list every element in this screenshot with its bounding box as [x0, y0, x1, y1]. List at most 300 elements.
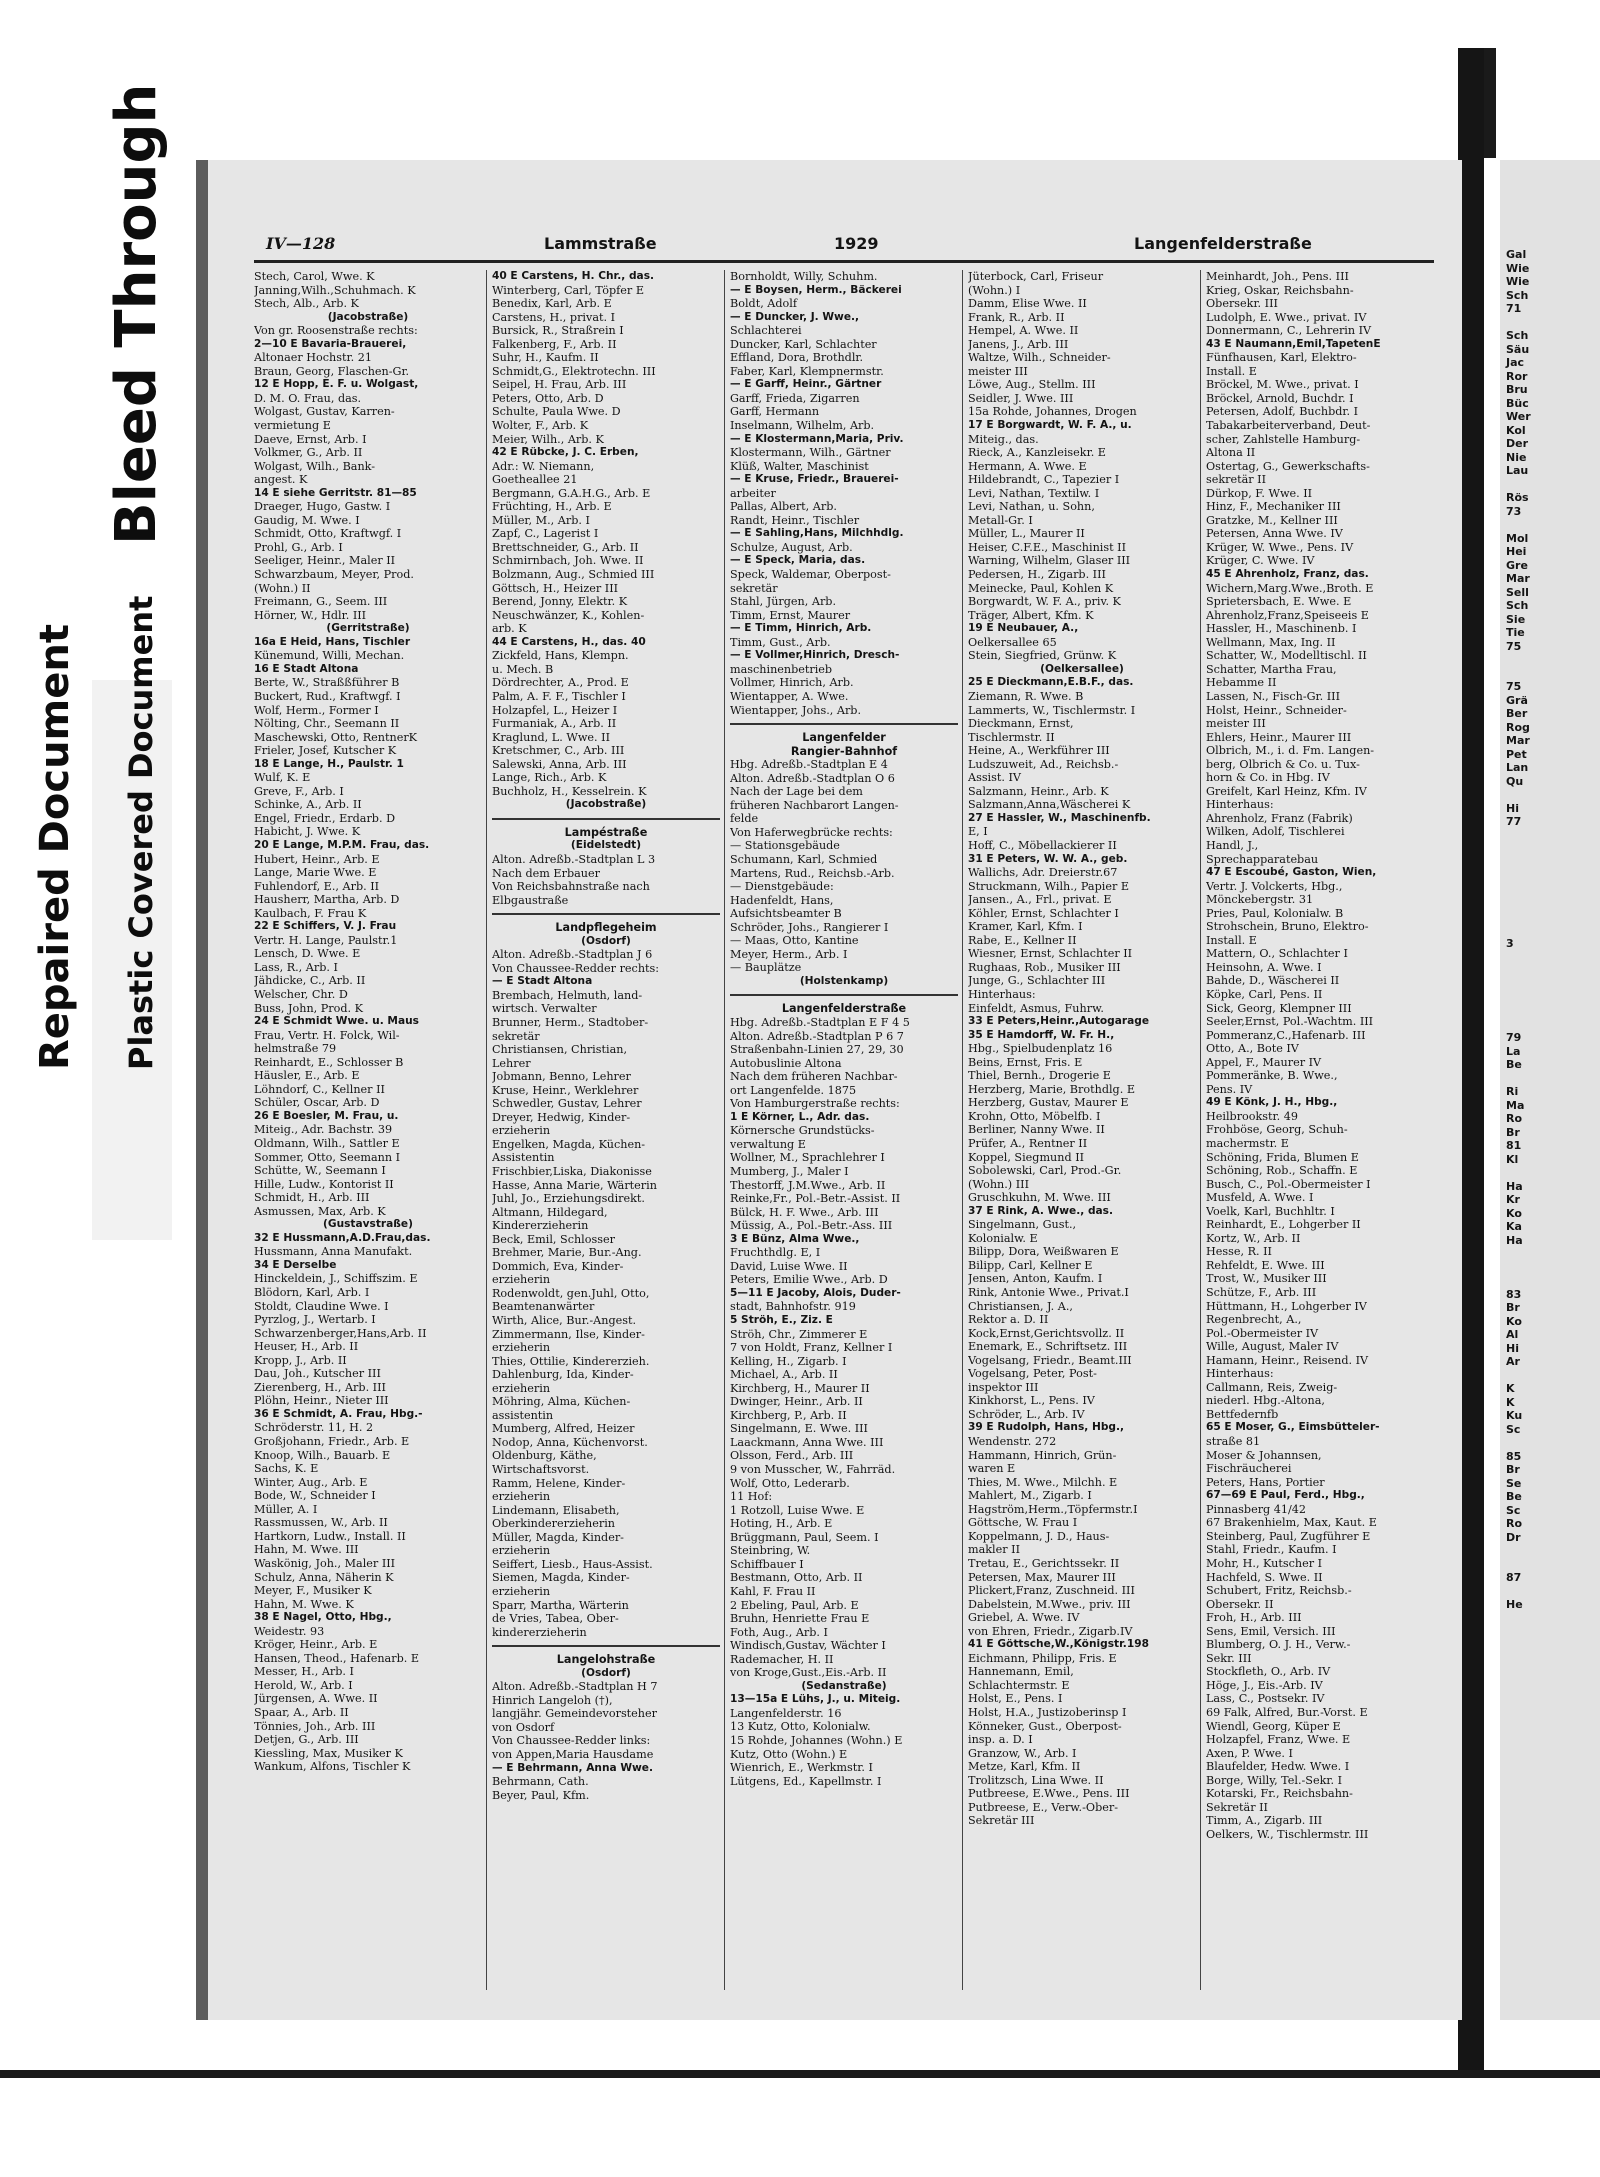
directory-entry: — E Garff, Heinr., Gärtner	[730, 378, 882, 391]
directory-entry: Pommeränke, B. Wwe.,	[1206, 1069, 1338, 1083]
adjacent-page-fragment	[1500, 1436, 1600, 1450]
directory-entry: Welscher, Chr. D	[254, 987, 348, 1001]
section-divider	[730, 994, 958, 1002]
adjacent-page-fragment: Sch	[1506, 329, 1529, 342]
directory-entry: Alton. Adreßb.-Stadtplan J 6	[492, 948, 653, 962]
directory-entry: Prohl, G., Arb. I	[254, 540, 343, 554]
directory-entry: Miteig., das.	[968, 432, 1039, 446]
section-divider	[492, 1645, 720, 1653]
directory-column-4	[968, 270, 1196, 1990]
directory-entry: Kelling, H., Zigarb. I	[730, 1354, 847, 1368]
directory-entry: Wolter, F., Arb. K	[492, 419, 589, 433]
adjacent-page-fragment	[1500, 788, 1600, 802]
directory-entry: Bestmann, Otto, Arb. II	[730, 1571, 863, 1585]
adjacent-page-fragment: Dr	[1506, 1530, 1521, 1544]
directory-entry: Furmaniak, A., Arb. II	[492, 717, 617, 731]
directory-entry: Adr.: W. Niemann,	[492, 459, 595, 473]
directory-entry: Beck, Emil, Schlosser	[492, 1232, 615, 1246]
directory-entry: Thies, Ottilie, Kindererzieh.	[492, 1354, 650, 1368]
directory-entry: Jobmann, Benno, Lehrer	[492, 1070, 631, 1084]
directory-entry: Dwinger, Heinr., Arb. II	[730, 1395, 863, 1409]
directory-entry: Meinhardt, Joh., Pens. III	[1206, 270, 1349, 283]
directory-entry: Schatter, Martha Frau,	[1206, 662, 1337, 676]
directory-entry: Hausherr, Martha, Arb. D	[254, 893, 400, 907]
adjacent-page-fragment: 81	[1506, 1139, 1522, 1152]
adjacent-page-fragment	[1500, 478, 1600, 492]
side-label-panel	[0, 590, 200, 1690]
directory-entry: Peters, Emilie Wwe., Arb. D	[730, 1273, 888, 1287]
directory-entry: 32 E Hussmann,A.D.Frau,das.	[254, 1231, 431, 1244]
directory-entry: — E Kruse, Friedr., Brauerei-	[730, 473, 899, 486]
directory-entry: 35 E Hamdorff, W. Fr. H.,	[968, 1028, 1115, 1041]
adjacent-page-fragment	[1500, 883, 1600, 897]
directory-entry: Beyer, Paul, Kfm.	[492, 1788, 590, 1802]
directory-entry: Sachs, K. E	[254, 1462, 319, 1476]
directory-entry: Hinterhaus:	[1206, 1367, 1274, 1381]
adjacent-page-fragment: Gal	[1506, 248, 1527, 261]
directory-entry: Wollner, M., Sprachlehrer I	[730, 1151, 885, 1165]
directory-entry: Peters, Otto, Arb. D	[492, 391, 604, 405]
directory-entry: (Wohn.) II	[254, 581, 311, 595]
adjacent-page-fragment: Ror	[1506, 369, 1528, 383]
directory-entry: Boldt, Adolf	[730, 297, 797, 311]
directory-entry: Trost, W., Musiker III	[1206, 1272, 1327, 1286]
directory-entry: Jürgensen, A. Wwe. II	[254, 1692, 378, 1706]
scan-frame-bottom	[0, 2070, 1600, 2177]
directory-entry: Von Haferwegbrücke rechts:	[730, 825, 893, 839]
street-heading: Langenfelder	[802, 731, 886, 745]
directory-entry: Müller, L., Maurer II	[968, 527, 1085, 541]
cross-street-marker: (Jacobstraße)	[327, 310, 409, 323]
directory-entry: Garff, Hermann	[730, 405, 820, 419]
adjacent-page-sliver	[1500, 160, 1600, 2020]
directory-entry: Donnermann, C., Lehrerin IV	[1206, 324, 1372, 338]
adjacent-page-fragment: 75	[1506, 639, 1522, 653]
directory-entry: Kröger, Heinr., Arb. E	[254, 1638, 378, 1652]
adjacent-page-fragment: Lau	[1506, 464, 1529, 477]
directory-entry: Vogelsang, Peter, Post-	[968, 1367, 1097, 1381]
directory-entry: Höge, J., Eis.-Arb. IV	[1206, 1678, 1323, 1692]
directory-entry: Singelmann, E. Wwe. III	[730, 1422, 868, 1436]
directory-entry: Lindemann, Elisabeth,	[492, 1503, 620, 1517]
directory-entry: Steinbring, W.	[730, 1544, 811, 1558]
directory-entry: 15a Rohde, Johannes, Drogen	[968, 405, 1137, 419]
adjacent-page-fragment	[1500, 1004, 1600, 1018]
directory-entry: Assist. IV	[968, 771, 1021, 785]
directory-columns	[254, 270, 1434, 1990]
adjacent-page-fragment	[1500, 910, 1600, 924]
directory-entry: Hille, Ludw., Kontorist II	[254, 1177, 394, 1191]
directory-entry: Kahl, F. Frau II	[730, 1584, 816, 1598]
directory-entry: Schulz, Anna, Näherin K	[254, 1570, 394, 1584]
directory-entry: Mohr, H., Kutscher I	[1206, 1556, 1323, 1570]
directory-entry: Oelkersallee 65	[968, 635, 1057, 649]
directory-entry: erzieherin	[492, 1544, 551, 1558]
directory-entry: Ludszuweit, Ad., Reichsb.-	[968, 757, 1119, 771]
directory-entry: Habicht, J. Wwe. K	[254, 825, 361, 839]
directory-entry: Hussmann, Anna Manufakt.	[254, 1245, 413, 1259]
directory-entry: Olbrich, M., i. d. Fm. Langen-	[1206, 744, 1375, 758]
directory-entry: 16 E Stadt Altona	[254, 662, 359, 675]
directory-entry: Alton. Adreßb.-Stadtplan H 7	[492, 1680, 658, 1694]
scan-edge-dark-bar-upper	[1484, 48, 1496, 158]
directory-entry: Metze, Karl, Kfm. II	[968, 1760, 1081, 1774]
directory-entry: meister III	[968, 364, 1028, 378]
directory-entry: Von gr. Roosenstraße rechts:	[254, 324, 418, 338]
directory-entry: Pries, Paul, Kolonialw. B	[1206, 906, 1344, 920]
directory-entry: 27 E Hassler, W., Maschinenfb.	[968, 811, 1151, 824]
adjacent-page-fragment	[1500, 869, 1600, 883]
adjacent-page-fragment: 73	[1506, 504, 1522, 518]
directory-entry: Brüggmann, Paul, Seem. I	[730, 1530, 879, 1544]
directory-entry: Garff, Frieda, Zigarren	[730, 391, 860, 405]
directory-entry: Wendenstr. 272	[968, 1435, 1057, 1449]
directory-entry: Laackmann, Anna Wwe. III	[730, 1435, 884, 1449]
directory-entry: Buckert, Rud., Kraftwgf. I	[254, 689, 401, 703]
adjacent-page-fragment: Be	[1506, 1490, 1522, 1503]
directory-entry: Brembach, Helmuth, land-	[492, 988, 643, 1002]
adjacent-page-fragment	[1500, 1585, 1600, 1599]
directory-entry: Stech, Carol, Wwe. K	[254, 270, 375, 283]
directory-entry: erzieherin	[492, 1273, 551, 1287]
adjacent-page-fragment: Kol	[1506, 423, 1526, 437]
adjacent-page-fragment: Ha	[1506, 1179, 1523, 1193]
directory-entry: berg, Olbrich & Co. u. Tux-	[1206, 757, 1360, 771]
directory-entry: Enemark, E., Schriftsetz. III	[968, 1340, 1128, 1354]
directory-entry: Kirchberg, P., Arb. II	[730, 1408, 847, 1422]
directory-entry: Duncker, Karl, Schlachter	[730, 337, 877, 351]
directory-entry: Gaudig, M. Wwe. I	[254, 513, 360, 527]
directory-entry: Timm, A., Zigarb. III	[1206, 1814, 1323, 1828]
directory-entry: Frieler, Josef, Kutscher K	[254, 744, 397, 758]
directory-entry: Rademacher, H. II	[730, 1652, 834, 1666]
directory-entry: Pallas, Albert, Arb.	[730, 500, 837, 514]
header-year: 1929	[834, 234, 879, 253]
cross-street-marker: (Jacobstraße)	[565, 798, 647, 811]
directory-entry: Autobuslinie Altona	[730, 1056, 842, 1070]
directory-entry: — E Sahling,Hans, Milchhdlg.	[730, 527, 904, 540]
directory-entry: Berend, Jonny, Elektr. K	[492, 595, 628, 609]
directory-entry: Mattern, O., Schlachter I	[1206, 947, 1348, 961]
directory-entry: Junge, G., Schlachter III	[968, 974, 1106, 988]
directory-entry: Reinhardt, E., Lohgerber II	[1206, 1218, 1361, 1232]
directory-entry: 1 E Körner, L., Adr. das.	[730, 1110, 870, 1123]
adjacent-page-fragment	[1500, 1558, 1600, 1572]
directory-entry: Thestorff, J.M.Wwe., Arb. II	[730, 1178, 886, 1192]
directory-entry: früheren Nachbarort Langen-	[730, 798, 899, 812]
directory-entry: Appel, F., Maurer IV	[1206, 1055, 1322, 1069]
directory-entry: Petersen, Adolf, Buchbdr. I	[1206, 405, 1359, 419]
directory-entry: Effland, Dora, Brothdlr.	[730, 351, 864, 365]
adjacent-page-fragment: Gre	[1506, 558, 1528, 572]
adjacent-page-fragment: Sch	[1506, 288, 1529, 302]
directory-entry: Detjen, G., Arb. III	[254, 1733, 359, 1747]
directory-entry: 34 E Derselbe	[254, 1258, 337, 1271]
directory-entry: Sens, Emil, Versich. III	[1206, 1624, 1336, 1638]
directory-entry: erzieherin	[492, 1584, 551, 1598]
directory-entry: Altmann, Hildegard,	[492, 1205, 608, 1219]
directory-entry: Mumberg, J., Maler I	[730, 1165, 849, 1178]
adjacent-page-fragment: Sell	[1506, 585, 1529, 599]
directory-entry: Mumberg, Alfred, Heizer	[492, 1422, 635, 1436]
directory-entry: Greifelt, Karl Heinz, Kfm. IV	[1206, 784, 1367, 798]
directory-entry: Schulte, Paula Wwe. D	[492, 405, 621, 419]
directory-entry: Krüger, W. Wwe., Pens. IV	[1206, 540, 1354, 554]
adjacent-page-fragment: 3	[1506, 936, 1514, 950]
directory-entry: Ostertag, G., Gewerkschafts-	[1206, 459, 1370, 473]
directory-entry: Nölting, Chr., Seemann II	[254, 717, 400, 731]
directory-entry: Schumann, Karl, Schmied	[730, 852, 878, 866]
directory-entry: Dreyer, Hedwig, Kinder-	[492, 1110, 631, 1124]
directory-entry: Löhndorf, C., Kellner II	[254, 1082, 385, 1096]
directory-entry: Vogelsang, Friedr., Beamt.III	[968, 1353, 1132, 1367]
directory-entry: Christiansen, Christian,	[492, 1043, 627, 1057]
scanned-directory-page	[196, 160, 1462, 2020]
directory-entry: 14 E siehe Gerritstr. 81—85	[254, 486, 417, 499]
directory-entry: Engelken, Magda, Küchen-	[492, 1137, 646, 1151]
directory-entry: 12 E Hopp, E. F. u. Wolgast,	[254, 378, 419, 391]
directory-entry: Langenfelderstr. 16	[730, 1706, 842, 1720]
directory-entry: Install. E	[1206, 933, 1257, 947]
directory-entry: — E Behrmann, Anna Wwe.	[492, 1761, 654, 1774]
directory-entry: Träger, Albert, Kfm. K	[968, 608, 1094, 622]
directory-entry: Frischbier,Liska, Diakonisse	[492, 1165, 652, 1178]
directory-entry: Oldmann, Wilh., Sattler E	[254, 1137, 400, 1150]
directory-entry: Heuser, H., Arb. II	[254, 1340, 359, 1354]
directory-entry: Wolgast, Wilh., Bank-	[254, 459, 376, 473]
directory-entry: von Osdorf	[492, 1720, 555, 1734]
adjacent-page-fragment: Se	[1506, 1476, 1522, 1490]
directory-entry: Wirth, Alice, Bur.-Angest.	[492, 1314, 637, 1328]
directory-entry: Göttsch, H., Heizer III	[492, 581, 619, 595]
directory-entry: Zimmermann, Ilse, Kinder-	[492, 1327, 645, 1341]
adjacent-page-fragment: Ka	[1506, 1220, 1522, 1233]
directory-entry: Frau, Vertr. H. Folck, Wil-	[254, 1028, 400, 1042]
directory-entry: Moser & Johannsen,	[1206, 1448, 1322, 1462]
directory-entry: de Vries, Tabea, Ober-	[492, 1612, 619, 1626]
directory-entry: Janning,Wilh.,Schuhmach. K	[254, 283, 416, 297]
directory-entry: Reinke,Fr., Pol.-Betr.-Assist. II	[730, 1192, 901, 1206]
adjacent-page-fragment: 79	[1506, 1031, 1522, 1044]
directory-entry: 45 E Ahrenholz, Franz, das.	[1206, 568, 1369, 581]
directory-entry: Wille, August, Maler IV	[1206, 1340, 1339, 1354]
directory-entry: Musfeld, A. Wwe. I	[1206, 1191, 1314, 1205]
directory-entry: Schatter, W., Modelltischl. II	[1206, 649, 1367, 663]
directory-entry: 31 E Peters, W. W. A., geb.	[968, 852, 1128, 865]
directory-entry: Könneker, Gust., Oberpost-	[968, 1719, 1122, 1733]
directory-entry: Foth, Aug., Arb. I	[730, 1625, 828, 1639]
directory-entry: Heilbrookstr. 49	[1206, 1109, 1298, 1123]
adjacent-page-fragment	[1500, 856, 1600, 870]
directory-entry: Lassen, N., Fisch-Gr. III	[1206, 689, 1341, 703]
street-heading: Langelohstraße	[556, 1653, 656, 1667]
directory-entry: angest. K	[254, 473, 308, 487]
directory-entry: Steinberg, Paul, Zugführer E	[1206, 1529, 1371, 1543]
directory-entry: Wellmann, Max, Ing. II	[1206, 635, 1336, 649]
directory-entry: Müller, A. I	[254, 1502, 318, 1516]
directory-entry: Klüß, Walter, Maschinist	[730, 459, 869, 473]
directory-entry: Mönckebergstr. 31	[1206, 893, 1314, 907]
header-right-street: Langenfelderstraße	[1134, 234, 1312, 253]
directory-entry: Bahde, D., Wäscherei II	[1206, 974, 1340, 988]
directory-entry: Holst, Heinr., Schneider-	[1206, 703, 1347, 717]
directory-entry: Pyrzlog, J., Wertarb. I	[254, 1313, 376, 1327]
directory-entry: Kretschmer, C., Arb. III	[492, 744, 625, 758]
directory-entry: Bruhn, Henriette Frau E	[730, 1612, 870, 1626]
adjacent-page-fragment: Rog	[1506, 720, 1530, 734]
directory-entry: Kirchberg, H., Maurer II	[730, 1381, 870, 1395]
directory-entry: Hachfeld, S. Wwe. II	[1206, 1570, 1323, 1584]
directory-entry: Großjohann, Friedr., Arb. E	[254, 1435, 410, 1449]
directory-entry: Kramer, Karl, Kfm. I	[968, 920, 1083, 934]
directory-entry: Schlachterei	[730, 324, 802, 338]
directory-entry: Kiessling, Max, Musiker K	[254, 1746, 403, 1760]
directory-entry: 24 E Schmidt Wwe. u. Maus	[254, 1015, 419, 1028]
directory-entry: Blaufelder, Hedw. Wwe. I	[1206, 1760, 1350, 1774]
directory-entry: 42 E Rübcke, J. C. Erben,	[492, 446, 639, 459]
adjacent-page-fragment: K	[1506, 1395, 1515, 1409]
directory-entry: Wienrich, E., Werkmstr. I	[730, 1761, 873, 1775]
directory-entry: Rink, Antonie Wwe., Privat.I	[968, 1286, 1129, 1300]
directory-entry: Maschewski, Otto, RentnerK	[254, 730, 418, 744]
directory-entry: arb. K	[492, 622, 527, 636]
directory-entry: Borgwardt, W. F. A., priv. K	[968, 595, 1121, 609]
directory-entry: Sparr, Martha, Wärterin	[492, 1598, 629, 1612]
directory-entry: Schmidt, Otto, Kraftwgf. I	[254, 527, 402, 541]
directory-entry: Waltze, Wilh., Schneider-	[968, 351, 1111, 365]
directory-entry: Gruschkuhn, M. Wwe. III	[968, 1191, 1111, 1205]
adjacent-page-fragment: Grä	[1506, 693, 1528, 707]
directory-entry: inspektor III	[968, 1380, 1039, 1394]
scan-frame-bottom-edge	[0, 2070, 1600, 2078]
directory-entry: Waskönig, Joh., Maler III	[254, 1556, 396, 1570]
directory-entry: Zierenberg, H., Arb. III	[254, 1380, 386, 1394]
directory-entry: erzieherin	[492, 1381, 551, 1395]
directory-entry: sekretär II	[1206, 473, 1267, 487]
directory-entry: Granzow, W., Arb. I	[968, 1746, 1077, 1760]
directory-entry: — E Klostermann,Maria, Priv.	[730, 432, 904, 445]
section-divider	[492, 818, 720, 826]
directory-entry: Braun, Georg, Flaschen-Gr.	[254, 364, 410, 378]
cross-street-marker: (Holstenkamp)	[799, 974, 889, 987]
adjacent-page-fragment: Mol	[1506, 531, 1529, 545]
directory-entry: Schöning, Frida, Blumen E	[1206, 1150, 1359, 1164]
adjacent-page-fragment	[1500, 991, 1600, 1005]
directory-entry: Krieg, Oskar, Reichsbahn-	[1206, 283, 1354, 297]
directory-entry: Petersen, Max, Maurer III	[968, 1570, 1116, 1584]
directory-entry: 16a E Heid, Hans, Tischler	[254, 635, 411, 648]
adjacent-page-fragment: Ro	[1506, 1112, 1523, 1125]
adjacent-page-fragment: Br	[1506, 1463, 1520, 1476]
directory-entry: Handl, J.,	[1206, 838, 1259, 852]
directory-entry: Herold, W., Arb. I	[254, 1678, 353, 1692]
directory-entry: von Kroge,Gust.,Eis.-Arb. II	[730, 1666, 887, 1680]
directory-entry: Bröckel, M. Wwe., privat. I	[1206, 378, 1359, 392]
directory-entry: Von Hamburgerstraße rechts:	[730, 1097, 900, 1111]
directory-entry: 69 Falk, Alfred, Bur.-Vorst. E	[1206, 1705, 1368, 1719]
adjacent-page-fragment: Pet	[1506, 747, 1527, 761]
directory-entry: Kock,Ernst,Gerichtsvollz. II	[968, 1326, 1125, 1340]
directory-entry: Goetheallee 21	[492, 473, 578, 487]
directory-entry: 38 E Nagel, Otto, Hbg.,	[254, 1611, 392, 1624]
directory-entry: 25 E Dieckmann,E.B.F., das.	[968, 676, 1134, 689]
directory-entry: arbeiter	[730, 486, 776, 500]
directory-entry: Häusler, E., Arb. E	[254, 1069, 360, 1083]
adjacent-page-fragment: Sch	[1506, 599, 1529, 612]
directory-entry: Schütte, W., Seemann I	[254, 1164, 386, 1178]
directory-entry: 18 E Lange, H., Paulstr. 1	[254, 757, 404, 770]
directory-entry: Plickert,Franz, Zuschneid. III	[968, 1584, 1135, 1598]
adjacent-page-fragment	[1500, 653, 1600, 667]
page-number: IV—128	[266, 234, 336, 253]
directory-entry: Kortz, W., Arb. II	[1206, 1231, 1301, 1245]
adjacent-page-fragment	[1500, 1018, 1600, 1032]
directory-entry: Nodop, Anna, Küchenvorst.	[492, 1435, 648, 1449]
directory-entry: Blumberg, O. J. H., Verw.-	[1206, 1638, 1351, 1652]
directory-entry: Hüttmann, H., Lohgerber IV	[1206, 1299, 1367, 1313]
directory-entry: Sprechapparatebau	[1206, 852, 1319, 866]
directory-entry: Dabelstein, M.Wwe., priv. III	[968, 1597, 1131, 1611]
directory-entry: Janens, J., Arb. III	[968, 337, 1069, 351]
directory-entry: Stoldt, Claudine Wwe. I	[254, 1299, 389, 1313]
directory-entry: Kraglund, L. Wwe. II	[492, 730, 610, 744]
directory-entry: erzieherin	[492, 1341, 551, 1355]
adjacent-page-fragment	[1500, 950, 1600, 964]
directory-entry: Siemen, Magda, Kinder-	[492, 1571, 630, 1585]
directory-entry: Install. E	[1206, 364, 1257, 378]
directory-entry: Schüler, Oscar, Arb. D	[254, 1096, 380, 1110]
cross-street-marker: (Gustavstraße)	[323, 1218, 413, 1231]
street-heading: Landpflegeheim	[555, 921, 657, 935]
directory-entry: 5 Ströh, E., Ziz. E	[730, 1314, 833, 1327]
directory-entry: Freimann, G., Seem. III	[254, 595, 388, 609]
adjacent-page-fragment: 71	[1506, 302, 1522, 315]
directory-entry: 20 E Lange, M.P.M. Frau, das.	[254, 838, 430, 851]
directory-entry: 7 von Holdt, Franz, Kellner I	[730, 1341, 893, 1355]
directory-entry: 67—69 E Paul, Ferd., Hbg.,	[1206, 1489, 1365, 1502]
directory-entry: Sekr. III	[1206, 1651, 1252, 1665]
directory-entry: Wiendl, Georg, Küper E	[1206, 1719, 1341, 1733]
adjacent-page-fragment: Ku	[1506, 1409, 1523, 1422]
directory-entry: Bursick, R., Straßrein I	[492, 324, 624, 338]
directory-entry: Hempel, A. Wwe. II	[968, 324, 1079, 338]
adjacent-page-fragment: Hi	[1506, 801, 1519, 815]
directory-entry: Rabe, E., Kellner II	[968, 933, 1077, 947]
directory-entry: Metall-Gr. I	[968, 513, 1033, 527]
directory-entry: niederl. Hbg.-Altona,	[1206, 1394, 1325, 1408]
directory-entry: erzieherin	[492, 1124, 551, 1138]
directory-entry: Schmirnbach, Joh. Wwe. II	[492, 554, 644, 568]
cross-street-marker: (Oelkersallee)	[1040, 662, 1124, 675]
directory-entry: Hassler, H., Maschinenb. I	[1206, 622, 1357, 636]
adjacent-page-fragment: 75	[1506, 680, 1522, 693]
directory-entry: Rieck, A., Kanzleisekr. E	[968, 446, 1106, 460]
directory-entry: Frohböse, Georg, Schuh-	[1206, 1123, 1348, 1137]
directory-entry: Behrmann, Cath.	[492, 1775, 589, 1789]
directory-entry: Hoff, C., Möbellackierer II	[968, 838, 1117, 852]
directory-entry: scher, Zahlstelle Hamburg-	[1206, 432, 1361, 446]
directory-entry: Wirtschaftsvorst.	[492, 1463, 590, 1477]
directory-entry: Bilipp, Carl, Kellner E	[968, 1258, 1093, 1272]
directory-entry: 44 E Carstens, H., das. 40	[492, 635, 646, 648]
directory-entry: Rughaas, Rob., Musiker III	[968, 960, 1121, 974]
directory-entry: Beamtenanwärter	[492, 1300, 595, 1314]
adjacent-page-fragment: Rös	[1506, 491, 1529, 504]
directory-entry: Buss, John, Prod. K	[254, 1001, 364, 1015]
directory-entry: u. Mech. B	[492, 662, 554, 676]
directory-entry: Ahrenholz,Franz,Speiseeis E	[1206, 608, 1369, 622]
directory-entry: Pommeranz,C.,Hafenarb. III	[1206, 1028, 1366, 1042]
